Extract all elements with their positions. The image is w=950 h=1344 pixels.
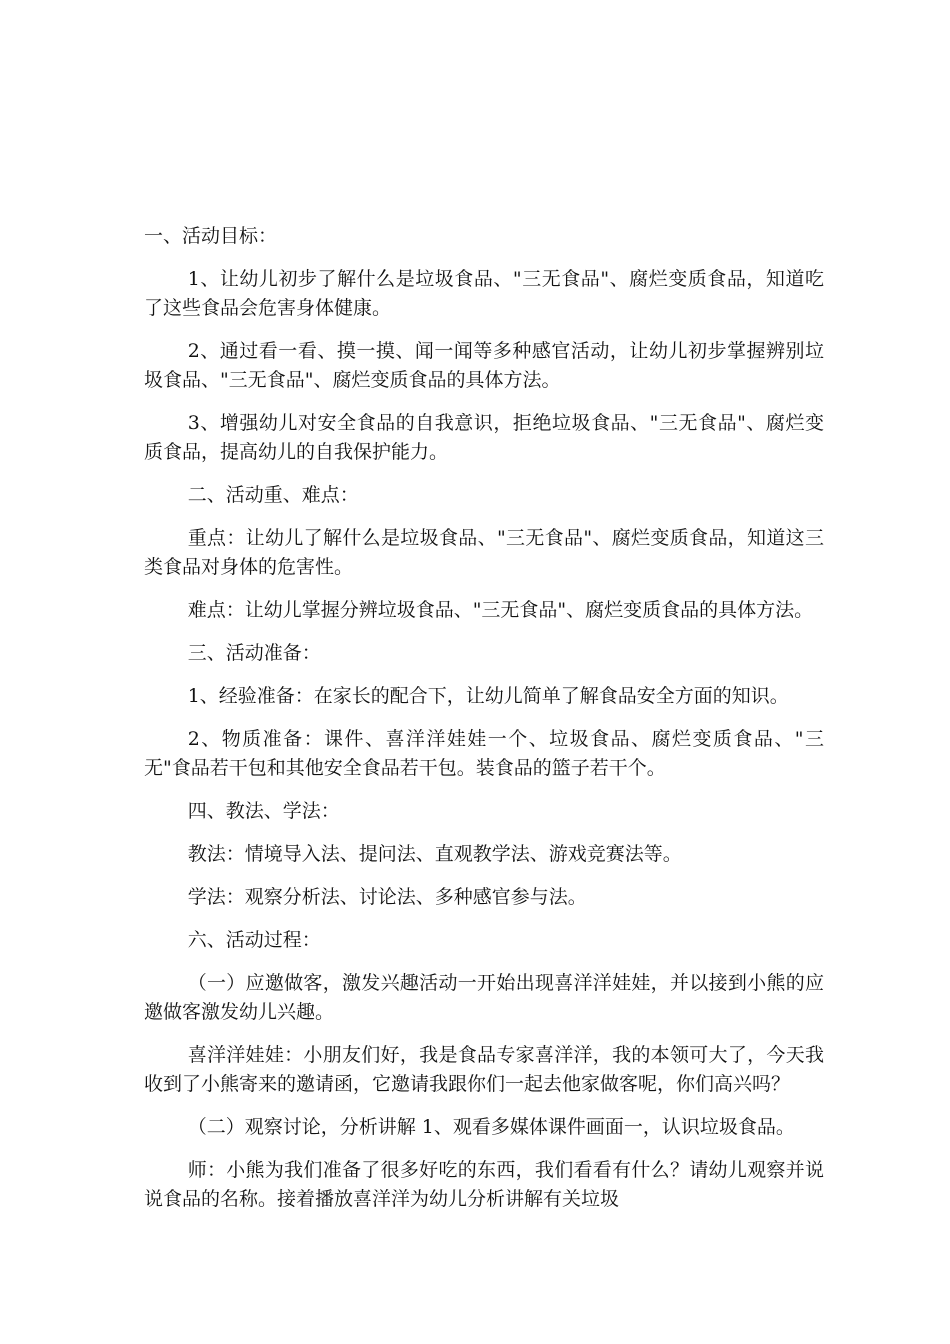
preparation-item-1: 1、经验准备：在家长的配合下，让幼儿简单了解食品安全方面的知识。: [187, 685, 789, 707]
section-heading-key-points: 二、活动重、难点：: [187, 484, 359, 506]
section-heading-process: 六、活动过程：: [187, 929, 321, 951]
key-point: 重点：让幼儿了解什么是垃圾食品、"三无食品"、腐烂变质食品，知道这三类食品对身体的危害性。: [144, 527, 824, 578]
section-heading-preparation: 三、活动准备：: [187, 642, 321, 664]
teaching-methods: 教法：情境导入法、提问法、直观教学法、游戏竞赛法等。: [187, 843, 682, 865]
section-heading-methods: 四、教法、学法：: [187, 800, 340, 822]
goal-item-2: 2、通过看一看、摸一摸、闻一闻等多种感官活动，让幼儿初步掌握辨别垃圾食品、"三无食品"、腐烂变质食品的具体方法。: [144, 340, 824, 391]
process-step-1: （一）应邀做客，激发兴趣活动一开始出现喜洋洋娃娃，并以接到小熊的应邀做客激发幼儿兴趣。: [144, 972, 824, 1023]
process-step-2: （二）观察讨论，分析讲解 1、观看多媒体课件画面一，认识垃圾食品。: [187, 1116, 795, 1138]
goal-item-3: 3、增强幼儿对安全食品的自我意识，拒绝垃圾食品、"三无食品"、腐烂变质食品，提高幼儿的自我保护能力。: [144, 412, 824, 463]
learning-methods: 学法：观察分析法、讨论法、多种感官参与法。: [187, 886, 587, 908]
teacher-dialogue: 师：小熊为我们准备了很多好吃的东西，我们看看有什么？请幼儿观察并说说食品的名称。接着播放喜洋洋为幼儿分析讲解有关垃圾: [144, 1159, 824, 1210]
process-dialogue: 喜洋洋娃娃：小朋友们好，我是食品专家喜洋洋，我的本领可大了，今天我收到了小熊寄来的邀请函，它邀请我跟你们一起去他家做客呢，你们高兴吗？: [144, 1044, 824, 1095]
preparation-item-2: 2、物质准备：课件、喜洋洋娃娃一个、垃圾食品、腐烂变质食品、"三无"食品若干包和其他安全食品若干包。装食品的篮子若干个。: [144, 728, 824, 779]
difficult-point: 难点：让幼儿掌握分辨垃圾食品、"三无食品"、腐烂变质食品的具体方法。: [187, 599, 814, 621]
section-heading-goals: 一、活动目标：: [144, 225, 278, 247]
document-body: [144, 222, 824, 1228]
goal-item-1: 1、让幼儿初步了解什么是垃圾食品、"三无食品"、腐烂变质食品，知道吃了这些食品会危害身体健康。: [144, 268, 824, 319]
